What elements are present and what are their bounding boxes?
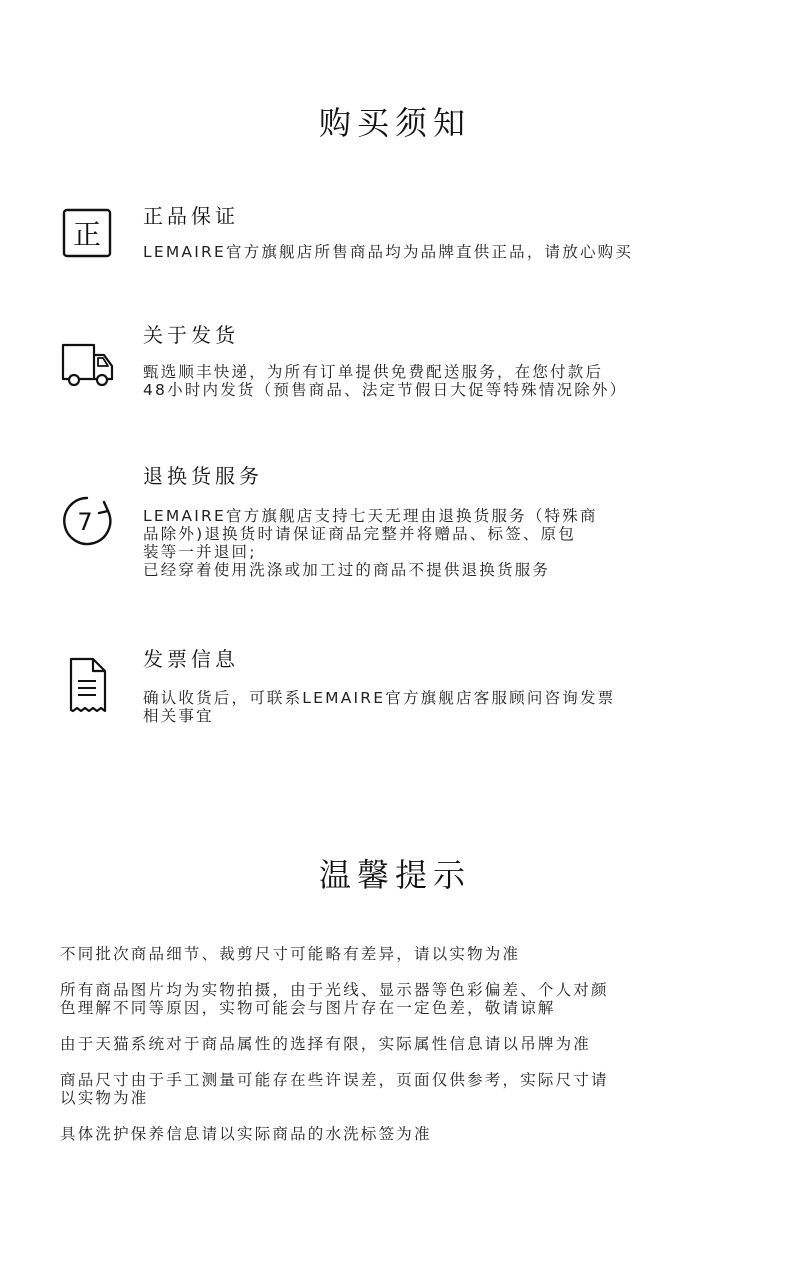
tip-line: 商品尺寸由于手工测量可能存在些许误差，页面仅供参考，实际尺寸请 <box>60 1071 609 1089</box>
warm-tips-title: 温馨提示 <box>318 856 471 894</box>
desc-line: LEMAIRE官方旗舰店支持七天无理由退换货服务（特殊商 <box>143 507 598 525</box>
tip-line: 不同批次商品细节、裁剪尺寸可能略有差异，请以实物为准 <box>60 945 521 963</box>
invoice-icon <box>60 655 114 717</box>
tip-item <box>60 981 740 1017</box>
purchase-notice-title: 购买须知 <box>318 104 471 142</box>
desc-line: 确认收货后，可联系LEMAIRE官方旗舰店客服顾问咨询发票 <box>143 689 616 707</box>
tip-item <box>60 1035 740 1053</box>
authentic-desc <box>143 243 743 261</box>
desc-line: LEMAIRE官方旗舰店所售商品均为品牌直供正品，请放心购买 <box>143 243 634 261</box>
tip-item <box>60 945 740 963</box>
tips-list <box>60 945 740 1161</box>
truck-icon <box>60 339 114 393</box>
desc-line: 品除外)退换货时请保证商品完整并将赠品、标签、原包 <box>143 525 577 543</box>
shipping-heading: 关于发货 <box>143 323 239 347</box>
authentic-icon-glyph: 正 <box>72 218 102 251</box>
desc-line: 48小时内发货（预售商品、法定节假日大促等特殊情况除外） <box>143 381 628 399</box>
tip-item <box>60 1125 740 1143</box>
tip-item <box>60 1071 740 1107</box>
tip-line: 具体洗护保养信息请以实际商品的水洗标签为准 <box>60 1125 432 1143</box>
tip-line: 色理解不同等原因，实物可能会与图片存在一定色差，敬请谅解 <box>60 999 556 1017</box>
authentic-heading: 正品保证 <box>143 204 239 228</box>
desc-line: 装等一并退回; <box>143 543 257 561</box>
returns-desc <box>143 507 743 579</box>
tip-line: 所有商品图片均为实物拍摄，由于光线、显示器等色彩偏差、个人对颜 <box>60 981 609 999</box>
returns-heading: 退换货服务 <box>143 464 263 488</box>
tip-line: 以实物为准 <box>60 1089 149 1107</box>
authentic-icon <box>60 206 114 260</box>
seven-day-return-icon <box>60 494 114 548</box>
desc-line: 甄选顺丰快递，为所有订单提供免费配送服务，在您付款后 <box>143 363 604 381</box>
seven-day-glyph: 7 <box>77 508 93 536</box>
tip-line: 由于天猫系统对于商品属性的选择有限，实际属性信息请以吊牌为准 <box>60 1035 592 1053</box>
invoice-desc <box>143 689 743 725</box>
desc-line: 已经穿着使用洗涤或加工过的商品不提供退换货服务 <box>143 561 551 579</box>
desc-line: 相关事宜 <box>143 707 214 725</box>
shipping-desc <box>143 363 743 399</box>
invoice-heading: 发票信息 <box>143 647 239 671</box>
